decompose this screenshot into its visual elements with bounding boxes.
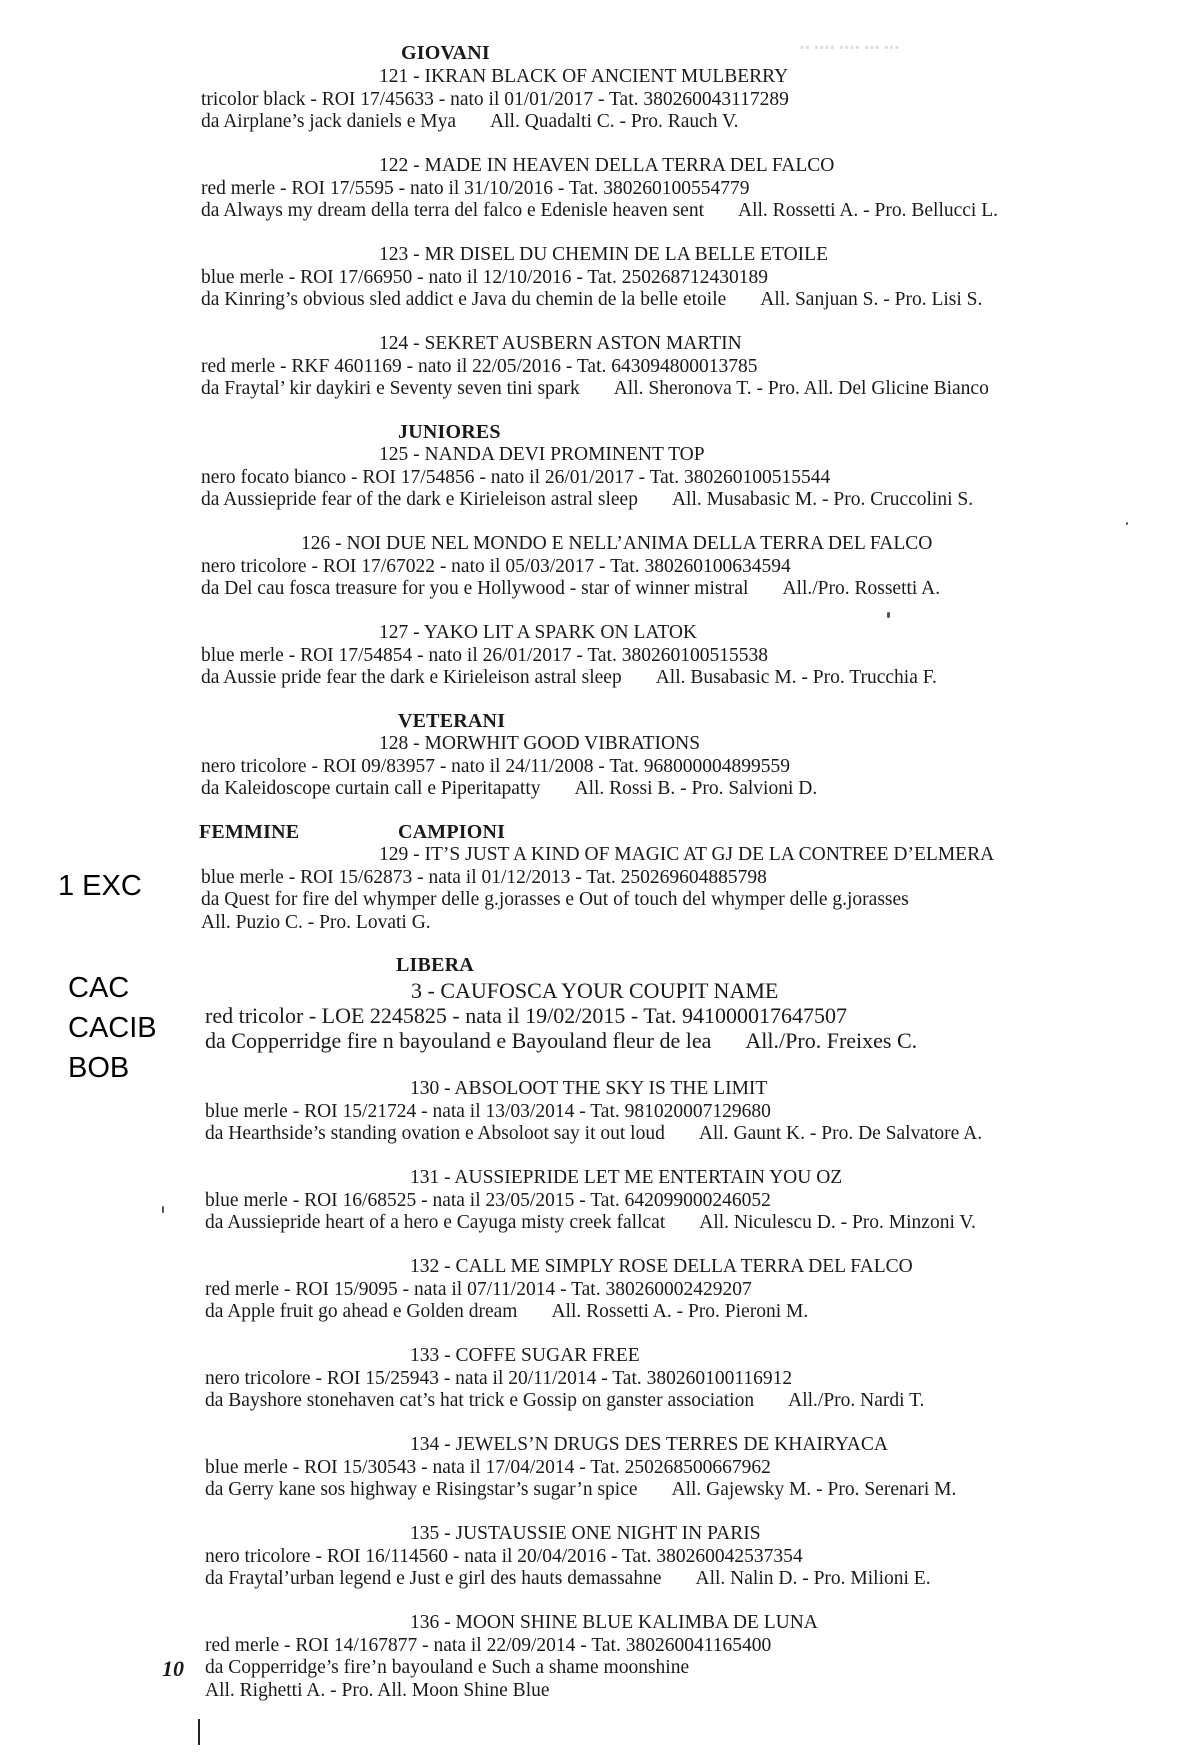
ink-speck	[162, 1206, 164, 1213]
entry-134	[205, 1434, 956, 1502]
entry-parents: da Apple fruit go ahead e Golden dream	[205, 1301, 518, 1322]
entry-breeder-owner: All. Musabasic M. - Pro. Cruccolini S.	[671, 489, 974, 510]
entry-parents: da Bayshore stonehaven cat’s hat trick e Gossip on ganster association	[205, 1390, 755, 1411]
entry-title: 126 - NOI DUE NEL MONDO E NELL’ANIMA DELLA TERRA DEL FALCO	[301, 533, 933, 554]
entry-details: nero tricolore - ROI 09/83957 - nato il 24/11/2008 - Tat. 968000004899559	[201, 755, 790, 777]
entry-124	[201, 333, 989, 401]
section-heading-femmine: FEMMINE	[199, 821, 300, 843]
entry-title: 124 - SEKRET AUSBERN ASTON MARTIN	[379, 333, 742, 354]
section-heading-giovani: GIOVANI	[401, 42, 490, 64]
entry-title: 129 - IT’S JUST A KIND OF MAGIC AT GJ DE LA CONTREE D’ELMERA	[379, 844, 995, 865]
entry-parents: da Hearthside’s standing ovation e Absoloot say it out loud	[205, 1123, 665, 1144]
entry-title: 127 - YAKO LIT A SPARK ON LATOK	[379, 622, 697, 643]
entry-details: red merle - ROI 15/9095 - nata il 07/11/2014 - Tat. 380260002429207	[205, 1278, 752, 1300]
entry-breeder-owner: All./Pro. Nardi T.	[788, 1390, 925, 1411]
entry-title: 131 - AUSSIEPRIDE LET ME ENTERTAIN YOU OZ	[410, 1167, 843, 1188]
entry-breeder-owner: All. Niculescu D. - Pro. Minzoni V.	[699, 1212, 976, 1233]
entry-136	[205, 1612, 818, 1702]
entry-details: blue merle - ROI 16/68525 - nata il 23/05/2015 - Tat. 642099000246052	[205, 1189, 771, 1211]
entry-title: 135 - JUSTAUSSIE ONE NIGHT IN PARIS	[410, 1523, 761, 1544]
entry-title: 132 - CALL ME SIMPLY ROSE DELLA TERRA DEL FALCO	[410, 1256, 913, 1277]
entry-parents: da Kinring’s obvious sled addict e Java du chemin de la belle etoile	[201, 289, 727, 310]
entry-breeder-owner: All. Gaunt K. - Pro. De Salvatore A.	[698, 1123, 983, 1144]
entry-title: 121 - IKRAN BLACK OF ANCIENT MULBERRY	[379, 66, 789, 87]
section-heading-campioni: CAMPIONI	[398, 821, 506, 843]
entry-title: 136 - MOON SHINE BLUE KALIMBA DE LUNA	[410, 1612, 818, 1633]
award-bob: BOB	[68, 1052, 130, 1084]
section-heading-libera: LIBERA	[396, 954, 474, 976]
entry-breeder-owner: All. Quadalti C. - Pro. Rauch V.	[490, 111, 739, 132]
entry-135	[205, 1523, 931, 1591]
entry-parents: da Quest for fire del whymper delle g.jorasses e Out of touch del whymper delle g.jorasses	[201, 889, 909, 910]
entry-132	[205, 1256, 913, 1324]
entry-breeder-owner: All./Pro. Rossetti A.	[782, 578, 941, 599]
entry-parents: da Fraytal’ kir daykiri e Seventy seven tini spark	[201, 378, 580, 399]
entry-133	[205, 1345, 924, 1413]
entry-details: blue merle - ROI 17/66950 - nato il 12/10/2016 - Tat. 250268712430189	[201, 266, 768, 288]
entry-3	[205, 978, 917, 1053]
entry-parents: da Aussiepride heart of a hero e Cayuga misty creek fallcat	[205, 1212, 666, 1233]
entry-parents: da Aussie pride fear the dark e Kirieleison astral sleep	[201, 667, 622, 688]
entry-title: 123 - MR DISEL DU CHEMIN DE LA BELLE ETOILE	[379, 244, 828, 265]
entry-breeder-owner: All. Righetti A. - Pro. All. Moon Shine Blue	[205, 1679, 550, 1701]
section-heading-veterani: VETERANI	[398, 710, 506, 732]
entry-parents: da Copperridge fire n bayouland e Bayouland fleur de lea	[205, 1028, 712, 1053]
entry-129	[201, 844, 994, 934]
entry-title: 134 - JEWELS’N DRUGS DES TERRES DE KHAIRYACA	[410, 1434, 888, 1455]
page-number: 10	[162, 1656, 184, 1681]
entry-parents: da Airplane’s jack daniels e Mya	[201, 111, 457, 132]
awards-annotation	[68, 968, 157, 1088]
entry-130	[205, 1078, 982, 1146]
entry-details: blue merle - ROI 15/30543 - nata il 17/04/2014 - Tat. 250268500667962	[205, 1456, 771, 1478]
entry-breeder-owner: All./Pro. Freixes C.	[745, 1028, 918, 1053]
entry-title: 133 - COFFE SUGAR FREE	[410, 1345, 640, 1366]
entry-127	[201, 622, 937, 690]
entry-parents: da Kaleidoscope curtain call e Piperitapatty	[201, 778, 541, 799]
entry-breeder-owner: All. Busabasic M. - Pro. Trucchia F.	[655, 667, 937, 688]
entry-breeder-owner: All. Rossetti A. - Pro. Pieroni M.	[551, 1301, 809, 1322]
entry-details: nero tricolore - ROI 15/25943 - nata il 20/11/2014 - Tat. 380260100116912	[205, 1367, 793, 1389]
entry-title: 125 - NANDA DEVI PROMINENT TOP	[379, 444, 705, 465]
entry-details: blue merle - ROI 15/21724 - nata il 13/03/2014 - Tat. 981020007129680	[205, 1100, 771, 1122]
award-cacib: CACIB	[68, 1012, 157, 1044]
entry-breeder-owner: All. Sanjuan S. - Pro. Lisi S.	[760, 289, 983, 310]
entry-128	[201, 733, 817, 801]
section-heading-juniores: JUNIORES	[398, 421, 501, 443]
entry-details: nero focato bianco - ROI 17/54856 - nato il 26/01/2017 - Tat. 380260100515544	[201, 466, 831, 488]
ink-speck	[887, 612, 890, 618]
entry-details: nero tricolore - ROI 17/67022 - nato il 05/03/2017 - Tat. 380260100634594	[201, 555, 791, 577]
entry-details: red tricolor - LOE 2245825 - nata il 19/02/2015 - Tat. 941000017647507	[205, 1003, 848, 1028]
entry-125	[201, 444, 973, 512]
result-annotation: 1 EXC	[58, 870, 142, 902]
entry-parents: da Aussiepride fear of the dark e Kirieleison astral sleep	[201, 489, 638, 510]
entry-parents: da Gerry kane sos highway e Risingstar’s sugar’n spice	[205, 1479, 638, 1500]
entry-parents: da Del cau fosca treasure for you e Hollywood - star of winner mistral	[201, 578, 749, 599]
entry-131	[205, 1167, 976, 1235]
entry-details: blue merle - ROI 15/62873 - nata il 01/12/2013 - Tat. 250269604885798	[201, 866, 767, 888]
entry-breeder-owner: All. Sheronova T. - Pro. All. Del Glicine Bianco	[613, 378, 989, 399]
entry-details: red merle - ROI 17/5595 - nato il 31/10/2016 - Tat. 380260100554779	[201, 177, 750, 199]
ink-speck	[1126, 522, 1128, 525]
entry-details: nero tricolore - ROI 16/114560 - nata il 20/04/2016 - Tat. 380260042537354	[205, 1545, 803, 1567]
entry-121	[201, 66, 789, 134]
bleed-through-marks: ▪▪ ▪▪▪▪ ▪▪▪▪ ▪▪▪ ▪▪▪	[800, 40, 901, 54]
entry-breeder-owner: All. Rossi B. - Pro. Salvioni D.	[574, 778, 818, 799]
entry-details: red merle - RKF 4601169 - nato il 22/05/2016 - Tat. 643094800013785	[201, 355, 758, 377]
entry-breeder-owner: All. Puzio C. - Pro. Lovati G.	[201, 911, 431, 933]
entry-122	[201, 155, 998, 223]
entry-title: 130 - ABSOLOOT THE SKY IS THE LIMIT	[410, 1078, 768, 1099]
entry-123	[201, 244, 982, 312]
entry-details: red merle - ROI 14/167877 - nata il 22/09/2014 - Tat. 380260041165400	[205, 1634, 772, 1656]
entry-title: 122 - MADE IN HEAVEN DELLA TERRA DEL FALCO	[379, 155, 835, 176]
entry-parents: da Copperridge’s fire’n bayouland e Such a shame moonshine	[205, 1657, 690, 1678]
entry-details: tricolor black - ROI 17/45633 - nato il 01/01/2017 - Tat. 380260043117289	[201, 88, 789, 110]
entry-breeder-owner: All. Rossetti A. - Pro. Bellucci L.	[738, 200, 998, 221]
entry-parents: da Fraytal’urban legend e Just e girl des hauts demassahne	[205, 1568, 662, 1589]
entry-details: blue merle - ROI 17/54854 - nato il 26/01/2017 - Tat. 380260100515538	[201, 644, 768, 666]
entry-title: 3 - CAUFOSCA YOUR COUPIT NAME	[411, 978, 779, 1003]
margin-mark	[198, 1719, 200, 1745]
entry-parents: da Always my dream della terra del falco e Edenisle heaven sent	[201, 200, 705, 221]
entry-126	[201, 533, 940, 601]
entry-title: 128 - MORWHIT GOOD VIBRATIONS	[379, 733, 701, 754]
award-cac: CAC	[68, 972, 130, 1004]
entry-breeder-owner: All. Gajewsky M. - Pro. Serenari M.	[671, 1479, 957, 1500]
entry-breeder-owner: All. Nalin D. - Pro. Milioni E.	[695, 1568, 931, 1589]
